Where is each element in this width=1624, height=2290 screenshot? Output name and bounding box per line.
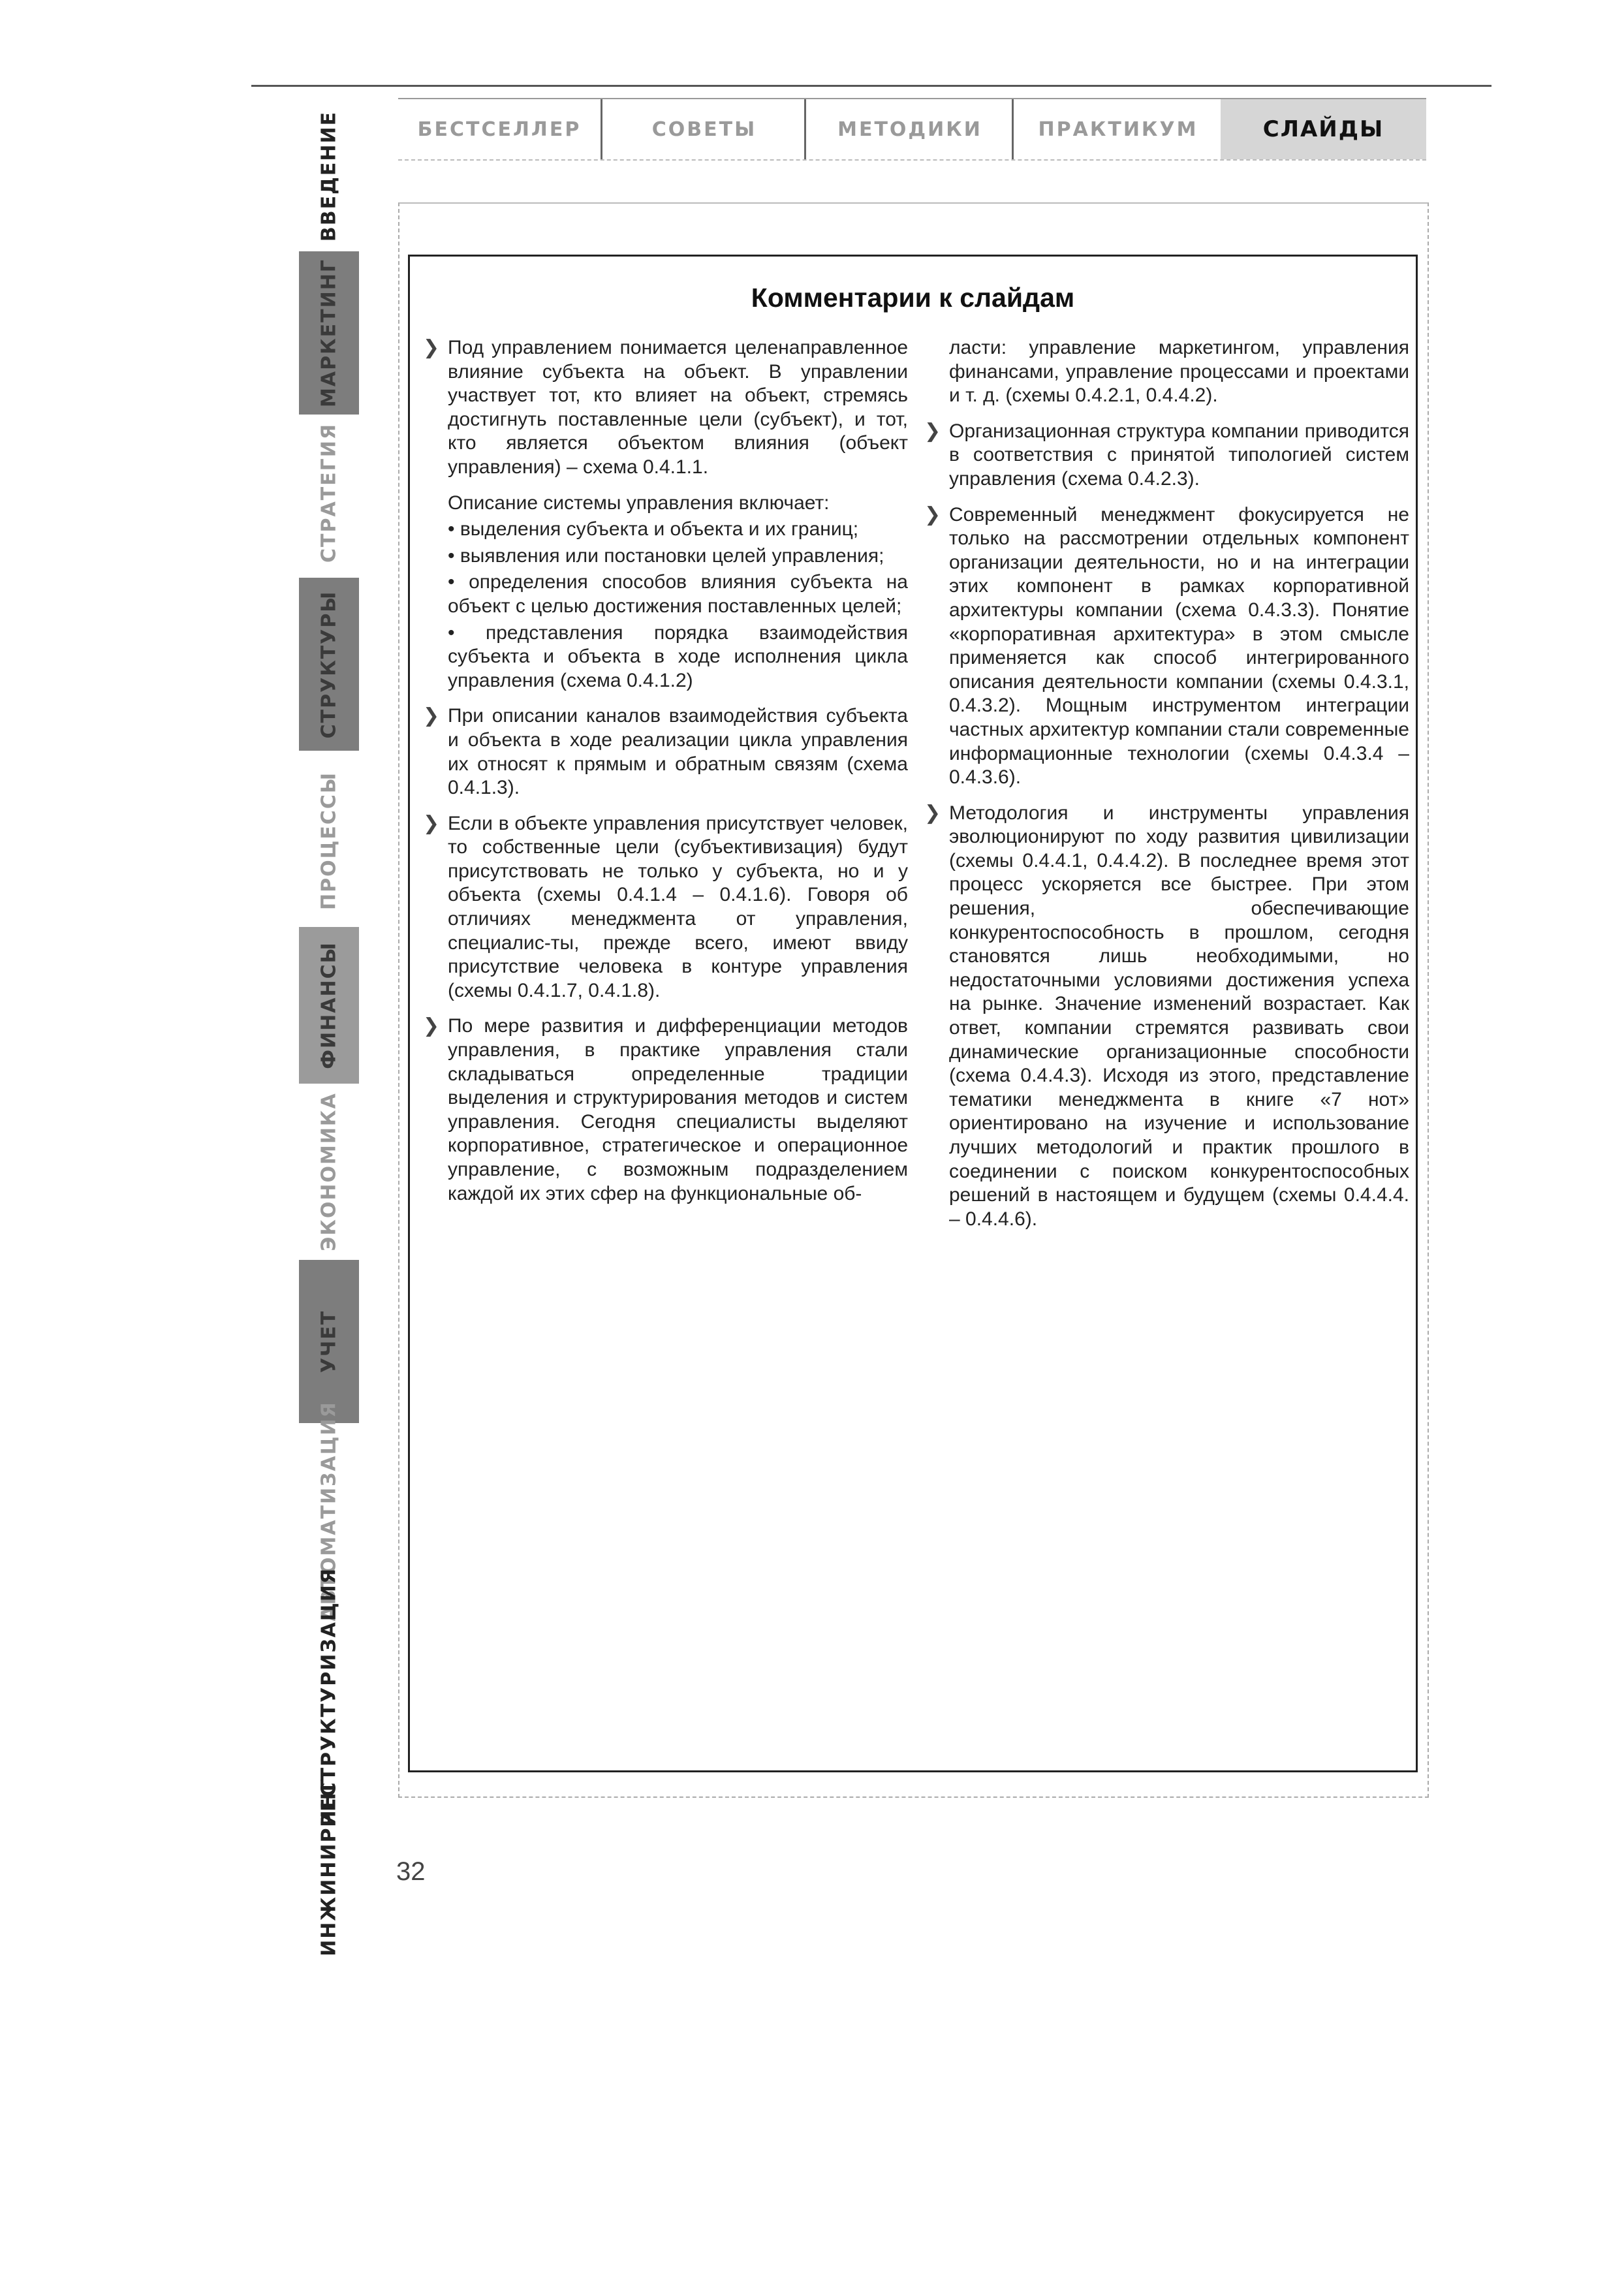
list-item: • выявления или постановки целей управления; bbox=[448, 544, 884, 567]
sidebar-item-label: ИНЖИНИРИНГ bbox=[317, 1778, 341, 1956]
tab-advice[interactable]: СОВЕТЫ bbox=[601, 99, 806, 159]
bullet-chevron-icon: ❯ bbox=[423, 337, 440, 358]
right-column bbox=[924, 336, 1409, 1243]
sidebar-item-finance[interactable] bbox=[299, 927, 359, 1084]
sidebar-item-label: СТРАТЕГИЯ bbox=[317, 423, 341, 563]
sidebar-item-label: ПРОЦЕССЫ bbox=[317, 771, 341, 910]
sidebar-item-label: УЧЕТ bbox=[317, 1310, 341, 1373]
paragraph: ❯ Если в объекте управления присутствует человек, то собственные цели (субъективизация) будут присутствовать не только у субъекта, но и у объекта (схемы 0.4.1.4 – 0.4.1.6). Говоря об отличиях менеджмента от управления, специалис-ты, прежде всего, имеют ввиду присутствие человека в контуре управления (схемы 0.4.1.7, 0.4.1.8). bbox=[423, 812, 908, 1001]
sidebar-item-strategy[interactable] bbox=[299, 415, 359, 571]
bullet-chevron-icon: ❯ bbox=[423, 705, 440, 727]
sidebar-item-processes[interactable] bbox=[299, 757, 359, 924]
paragraph: ласти: управление маркетингом, управления финансами, управление процессами и проектами и т. д. (схемы 0.4.2.1, 0.4.4.2). bbox=[949, 337, 1409, 407]
sidebar-item-label: РЕСТРУКТУРИЗАЦИЯ bbox=[317, 1567, 341, 1827]
sidebar-item-engineering[interactable] bbox=[299, 1778, 359, 1956]
bullet-chevron-icon: ❯ bbox=[423, 1015, 440, 1037]
paragraph: Описание системы управления включает: bbox=[448, 492, 830, 514]
tab-practicum[interactable]: ПРАКТИКУМ bbox=[1012, 99, 1223, 159]
page-number: 32 bbox=[396, 1857, 426, 1886]
sidebar-item-accounting[interactable] bbox=[299, 1260, 359, 1423]
sidebar-item-label: АВТОМАТИЗАЦИЯ bbox=[317, 1401, 341, 1622]
paragraph: ❯ При описании каналов взаимодействия субъекта и объекта в ходе реализации цикла управления их относят к прямым и обратным связям (схема 0.4.1.3). bbox=[423, 705, 908, 799]
bullet-chevron-icon: ❯ bbox=[423, 812, 440, 834]
top-rule bbox=[251, 85, 1491, 87]
tab-bestseller[interactable]: БЕСТСЕЛЛЕР bbox=[417, 118, 582, 141]
comments-box bbox=[408, 255, 1418, 1772]
sidebar-item-label: ФИНАНСЫ bbox=[317, 941, 341, 1069]
bullet-chevron-icon: ❯ bbox=[924, 802, 941, 824]
tab-slides[interactable]: СЛАЙДЫ bbox=[1221, 99, 1426, 159]
paragraph: ❯ Методология и инструменты управления эволюционируют по ходу развития цивилизации (схемы 0.4.4.1, 0.4.4.2). В последнее время этот процесс ускоряется все быстрее. При этом решения, обеспечивающие конкурентоспособность в прошлом, сегодня становятся лишь необходимыми, но недостаточными условиями достижения успеха на рынке. Значение изменений возрастает. Как ответ, компании стремятся развивать свои динамические организационные способности (схема 0.4.4.3). Исходя из этого, представление тематики менеджмента в книге «7 нот» ориентировано на изучение и использование лучших методологий и практик прошлого в соединении с поиском конкурентоспособных решений в настоящем и будущем (схемы 0.4.4.4. – 0.4.4.6). bbox=[924, 802, 1409, 1230]
tab-methods[interactable]: МЕТОДИКИ bbox=[804, 99, 1014, 159]
sidebar-item-label: ВВЕДЕНИЕ bbox=[317, 110, 341, 242]
sidebar-item-label: ЭКОНОМИКА bbox=[317, 1092, 341, 1251]
paragraph: ❯ Современный менеджмент фокусируется не только на рассмотрении отдельных компонент организации деятельности, но и на интеграции этих компонент в рамках корпоративной архитектуры компании (схема 0.4.3.3). Понятие «корпоративная архитектура» в этом смысле применяется как способ интегрированного описания деятельности компании (схемы 0.4.3.1, 0.4.3.2). Мощным инструментом интеграции частных архитектур компании стали современные информационные технологии (схемы 0.4.3.4 – 0.4.3.6). bbox=[924, 503, 1409, 789]
left-column bbox=[423, 336, 908, 1217]
paragraph: ❯ По мере развития и дифференциации методов управления, в практике управления стали складываться определенные традиции выделения и структурирования методов и систем управления. Сегодня специалисты выделяют корпоративное, стратегическое и операционное управление, с возможным подразделением каждой их этих сфер на функциональные об- bbox=[423, 1015, 908, 1204]
paragraph: ❯ Организационная структура компании приводится в соответствия с принятой типологией систем управления (схема 0.4.2.3). bbox=[924, 420, 1409, 490]
page-title: Комментарии к слайдам bbox=[751, 283, 1075, 313]
sidebar-item-structures[interactable] bbox=[299, 578, 359, 751]
list-item: • представления порядка взаимодействия субъекта и объекта в ходе исполнения цикла управления (схема 0.4.1.2) bbox=[448, 621, 908, 691]
bullet-chevron-icon: ❯ bbox=[924, 503, 941, 525]
paragraph: ❯ Под управлением понимается целенаправленное влияние субъекта на объект. В управлении участвует тот, кто влияет на объект, стремясь достигнуть поставленные цели (субъект), и тот, кто является объектом влияния (объект управления) – схема 0.4.1.1. bbox=[423, 337, 908, 478]
sidebar-item-label: СТРУКТУРЫ bbox=[317, 590, 341, 738]
sidebar-item-restructuring[interactable] bbox=[299, 1567, 359, 1827]
sidebar-item-introduction[interactable] bbox=[299, 98, 359, 255]
sidebar-item-marketing[interactable] bbox=[299, 251, 359, 415]
sidebar-item-economics[interactable] bbox=[299, 1090, 359, 1253]
list-item: • определения способов влияния субъекта на объект с целью достижения поставленных целей; bbox=[448, 571, 908, 617]
sidebar-item-label: МАРКЕТИНГ bbox=[317, 259, 341, 407]
section-tab-bar bbox=[398, 98, 1426, 161]
list-item: • выделения субъекта и объекта и их границ; bbox=[448, 518, 859, 541]
chapter-sidebar bbox=[299, 91, 359, 1956]
bullet-chevron-icon: ❯ bbox=[924, 420, 941, 442]
